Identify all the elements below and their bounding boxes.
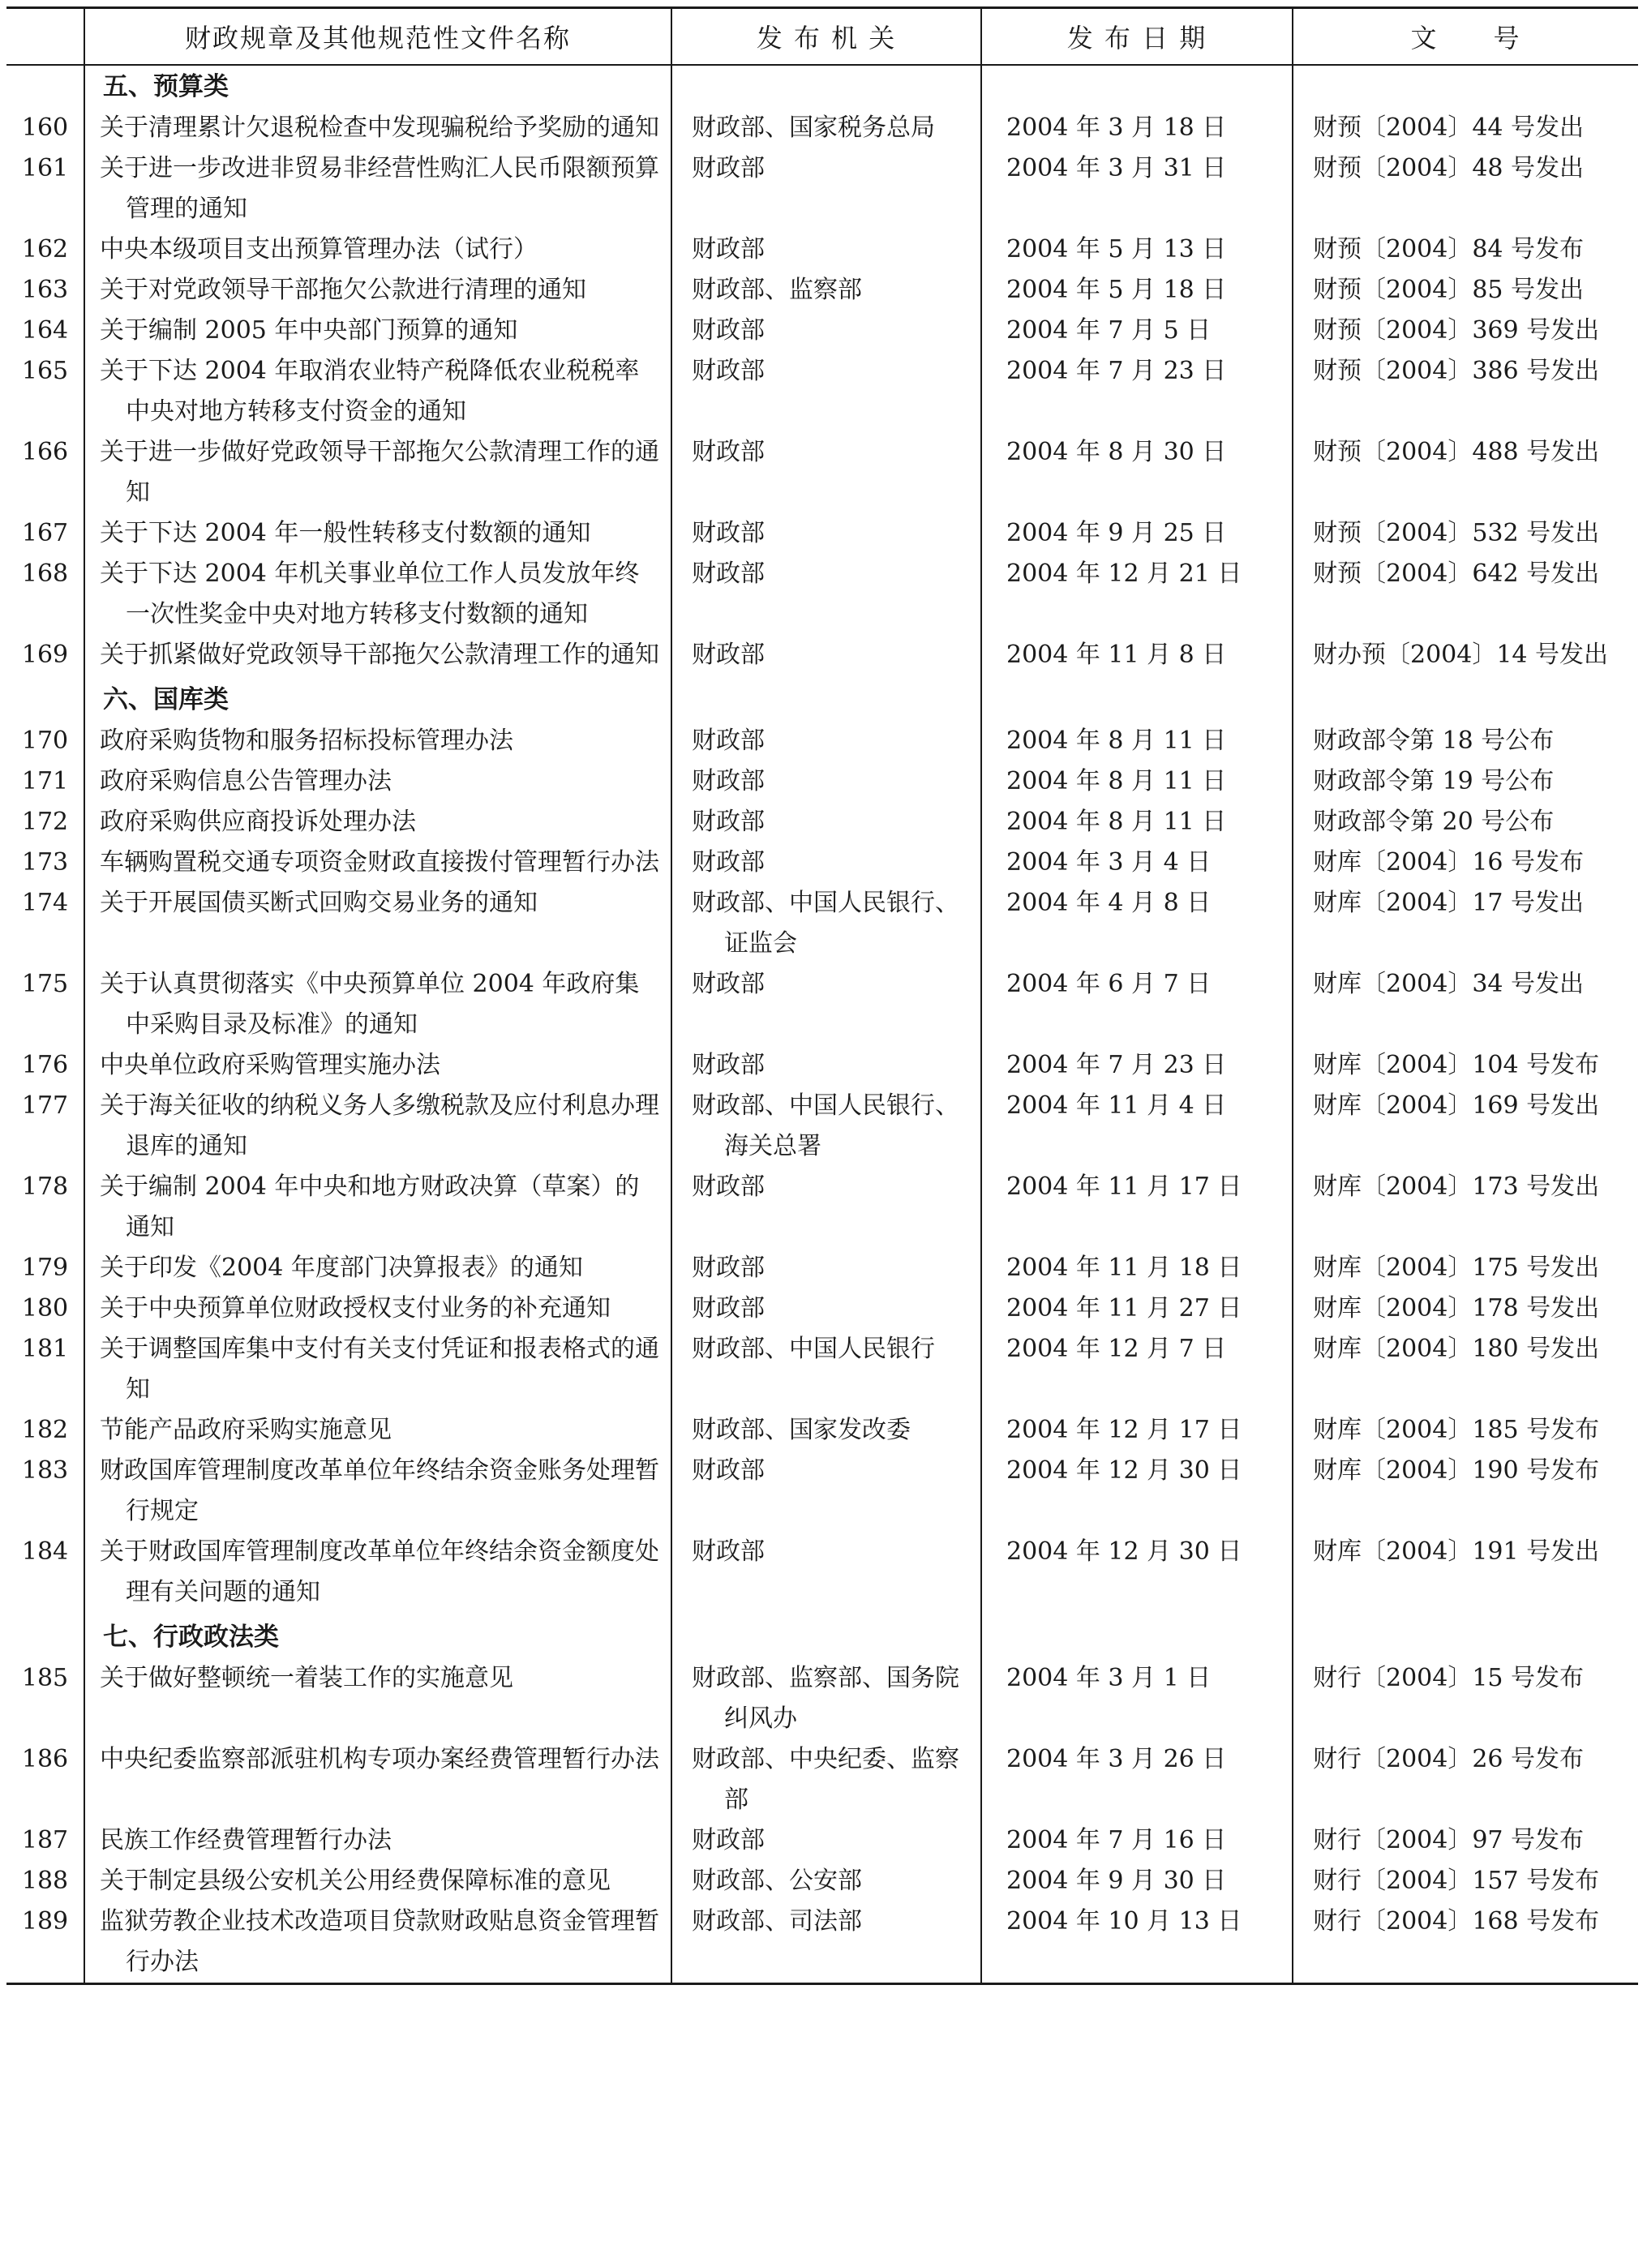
section-heading-row xyxy=(6,1616,1638,1658)
document-number: 财预〔2004〕48 号发出 xyxy=(1293,148,1638,229)
document-number: 财预〔2004〕369 号发出 xyxy=(1293,311,1638,351)
issue-date: 2004 年 5 月 18 日 xyxy=(981,270,1293,311)
document-number: 财库〔2004〕180 号发出 xyxy=(1293,1329,1638,1410)
document-number: 财行〔2004〕97 号发布 xyxy=(1293,1820,1638,1861)
issuing-authority-text: 财政部 xyxy=(692,357,765,385)
row-number: 175 xyxy=(21,970,69,998)
row-number xyxy=(6,65,84,108)
empty-cell xyxy=(1293,1616,1638,1658)
document-name-text: 关于编制 2004 年中央和地方财政决算（草案）的通知 xyxy=(100,1173,640,1241)
issuing-authority-text: 财政部 xyxy=(692,808,765,836)
document-name-text: 关于财政国库管理制度改革单位年终结余资金额度处理有关问题的通知 xyxy=(100,1537,659,1606)
issuing-authority-text: 财政部 xyxy=(692,235,765,264)
issuing-authority xyxy=(671,635,981,675)
document-name xyxy=(84,842,671,883)
document-name-text: 中央本级项目支出预算管理办法（试行） xyxy=(100,235,538,264)
issuing-authority xyxy=(671,1045,981,1086)
row-number: 168 xyxy=(21,559,69,588)
empty-cell xyxy=(671,679,981,721)
row-number: 183 xyxy=(21,1456,69,1485)
document-number: 财预〔2004〕532 号发出 xyxy=(1293,513,1638,554)
document-name-text: 民族工作经费管理暂行办法 xyxy=(100,1826,392,1854)
document-name-text: 车辆购置税交通专项资金财政直接拨付管理暂行办法 xyxy=(100,848,659,877)
issue-date: 2004 年 4 月 8 日 xyxy=(981,883,1293,964)
row-number xyxy=(6,1616,84,1658)
row-number: 162 xyxy=(21,235,69,264)
row-number: 170 xyxy=(21,727,69,755)
document-name-text: 关于制定县级公安机关公用经费保障标准的意见 xyxy=(100,1867,611,1895)
document-name xyxy=(84,761,671,802)
issue-date: 2004 年 7 月 23 日 xyxy=(981,351,1293,432)
issue-date: 2004 年 8 月 11 日 xyxy=(981,721,1293,761)
issuing-authority-text: 财政部 xyxy=(692,1456,765,1485)
table-row xyxy=(6,1329,1638,1410)
issue-date: 2004 年 8 月 11 日 xyxy=(981,761,1293,802)
issuing-authority xyxy=(671,554,981,635)
row-number: 182 xyxy=(21,1416,69,1444)
issuing-authority-text: 财政部 xyxy=(692,316,765,345)
row-number: 174 xyxy=(21,889,69,917)
document-name-text: 关于抓紧做好党政领导干部拖欠公款清理工作的通知 xyxy=(100,641,659,669)
document-name-text: 关于下达 2004 年取消农业特产税降低农业税税率中央对地方转移支付资金的通知 xyxy=(100,357,640,426)
issuing-authority-text: 财政部 xyxy=(692,1254,765,1282)
issue-date: 2004 年 12 月 30 日 xyxy=(981,1451,1293,1532)
issuing-authority xyxy=(671,1861,981,1901)
document-name-text: 关于下达 2004 年机关事业单位工作人员发放年终一次性奖金中央对地方转移支付数额的通知 xyxy=(100,559,640,628)
document-name xyxy=(84,1167,671,1248)
empty-cell xyxy=(981,1616,1293,1658)
issuing-authority xyxy=(671,842,981,883)
document-name xyxy=(84,1820,671,1861)
document-name xyxy=(84,513,671,554)
document-number: 财行〔2004〕168 号发布 xyxy=(1293,1901,1638,1984)
table-row xyxy=(6,1167,1638,1248)
issuing-authority xyxy=(671,513,981,554)
table-row xyxy=(6,351,1638,432)
row-number: 184 xyxy=(21,1537,69,1566)
document-number: 财行〔2004〕15 号发布 xyxy=(1293,1658,1638,1739)
issue-date: 2004 年 12 月 17 日 xyxy=(981,1410,1293,1451)
issue-date: 2004 年 7 月 16 日 xyxy=(981,1820,1293,1861)
section-heading-row xyxy=(6,679,1638,721)
document-name xyxy=(84,108,671,148)
row-number: 179 xyxy=(21,1254,69,1282)
issue-date: 2004 年 3 月 26 日 xyxy=(981,1739,1293,1820)
document-name-text: 政府采购信息公告管理办法 xyxy=(100,767,392,795)
row-number xyxy=(6,679,84,721)
header-row xyxy=(6,8,1638,66)
table-row xyxy=(6,964,1638,1045)
issuing-authority-text: 财政部、监察部 xyxy=(692,276,862,304)
document-number: 财行〔2004〕157 号发布 xyxy=(1293,1861,1638,1901)
issue-date: 2004 年 11 月 27 日 xyxy=(981,1288,1293,1329)
issue-date: 2004 年 12 月 30 日 xyxy=(981,1532,1293,1613)
document-name xyxy=(84,721,671,761)
issue-date: 2004 年 3 月 4 日 xyxy=(981,842,1293,883)
issue-date: 2004 年 5 月 13 日 xyxy=(981,229,1293,270)
table-row xyxy=(6,554,1638,635)
issue-date: 2004 年 11 月 8 日 xyxy=(981,635,1293,675)
document-number: 财库〔2004〕16 号发布 xyxy=(1293,842,1638,883)
document-name xyxy=(84,635,671,675)
issuing-authority xyxy=(671,964,981,1045)
row-number: 181 xyxy=(21,1335,69,1363)
issue-date: 2004 年 3 月 18 日 xyxy=(981,108,1293,148)
table-row xyxy=(6,108,1638,148)
issuing-authority xyxy=(671,1329,981,1410)
header-document-name: 财政规章及其他规范性文件名称 xyxy=(84,8,671,66)
issuing-authority-text: 财政部 xyxy=(692,727,765,755)
document-number: 财行〔2004〕26 号发布 xyxy=(1293,1739,1638,1820)
table-row xyxy=(6,1045,1638,1086)
document-number: 财预〔2004〕386 号发出 xyxy=(1293,351,1638,432)
row-number: 178 xyxy=(21,1173,69,1201)
issuing-authority xyxy=(671,1410,981,1451)
table-row xyxy=(6,432,1638,513)
document-number: 财库〔2004〕190 号发布 xyxy=(1293,1451,1638,1532)
row-number: 169 xyxy=(21,641,69,669)
table-row xyxy=(6,513,1638,554)
issuing-authority xyxy=(671,148,981,229)
document-name xyxy=(84,1739,671,1820)
document-name-text: 关于海关征收的纳税义务人多缴税款及应付利息办理退库的通知 xyxy=(100,1091,659,1160)
issuing-authority xyxy=(671,1658,981,1739)
table-row xyxy=(6,802,1638,842)
document-number: 财库〔2004〕173 号发出 xyxy=(1293,1167,1638,1248)
document-name xyxy=(84,1658,671,1739)
issuing-authority xyxy=(671,1167,981,1248)
issuing-authority-text: 财政部 xyxy=(692,1173,765,1201)
document-name xyxy=(84,1045,671,1086)
document-name-text: 中央纪委监察部派驻机构专项办案经费管理暂行办法 xyxy=(100,1745,659,1773)
document-name xyxy=(84,1451,671,1532)
table-row xyxy=(6,1739,1638,1820)
document-name xyxy=(84,311,671,351)
document-name xyxy=(84,1410,671,1451)
document-name-text: 关于对党政领导干部拖欠公款进行清理的通知 xyxy=(100,276,586,304)
issue-date: 2004 年 11 月 17 日 xyxy=(981,1167,1293,1248)
document-name xyxy=(84,432,671,513)
header-issue-date: 发 布 日 期 xyxy=(981,8,1293,66)
issue-date: 2004 年 10 月 13 日 xyxy=(981,1901,1293,1984)
document-name-text: 关于印发《2004 年度部门决算报表》的通知 xyxy=(100,1254,583,1282)
document-number: 财库〔2004〕169 号发出 xyxy=(1293,1086,1638,1167)
issuing-authority-text: 财政部 xyxy=(692,1051,765,1079)
table-row xyxy=(6,229,1638,270)
issuing-authority-text: 财政部、中央纪委、监察部 xyxy=(692,1745,959,1814)
issuing-authority xyxy=(671,1532,981,1613)
row-number: 176 xyxy=(21,1051,69,1079)
table-body xyxy=(6,65,1638,1984)
document-name-text: 政府采购供应商投诉处理办法 xyxy=(100,808,416,836)
table-header xyxy=(6,8,1638,66)
row-number: 187 xyxy=(21,1826,69,1854)
header-number xyxy=(6,8,84,66)
section-heading-row xyxy=(6,65,1638,108)
header-document-number: 文 号 xyxy=(1293,8,1638,66)
issuing-authority xyxy=(671,883,981,964)
issue-date: 2004 年 7 月 5 日 xyxy=(981,311,1293,351)
issuing-authority-text: 财政部 xyxy=(692,848,765,877)
table-row xyxy=(6,270,1638,311)
document-name-text: 关于调整国库集中支付有关支付凭证和报表格式的通知 xyxy=(100,1335,659,1404)
issuing-authority-text: 财政部 xyxy=(692,1294,765,1323)
document-number: 财预〔2004〕642 号发出 xyxy=(1293,554,1638,635)
table-row xyxy=(6,1248,1638,1288)
issuing-authority-text: 财政部、中国人民银行、证监会 xyxy=(692,889,959,958)
document-name xyxy=(84,1248,671,1288)
header-issuing-authority: 发 布 机 关 xyxy=(671,8,981,66)
document-name xyxy=(84,802,671,842)
row-number: 173 xyxy=(21,848,69,877)
row-number: 166 xyxy=(21,438,69,466)
document-number: 财政部令第 19 号公布 xyxy=(1293,761,1638,802)
document-name xyxy=(84,1532,671,1613)
document-name xyxy=(84,1861,671,1901)
issuing-authority-text: 财政部、中国人民银行 xyxy=(692,1335,935,1363)
issuing-authority-text: 财政部 xyxy=(692,1826,765,1854)
table-row xyxy=(6,311,1638,351)
document-number: 财库〔2004〕34 号发出 xyxy=(1293,964,1638,1045)
table-row xyxy=(6,761,1638,802)
issuing-authority-text: 财政部 xyxy=(692,559,765,588)
document-name-text: 财政国库管理制度改革单位年终结余资金账务处理暂行规定 xyxy=(100,1456,659,1525)
document-name xyxy=(84,964,671,1045)
row-number: 161 xyxy=(21,154,69,182)
empty-cell xyxy=(1293,65,1638,108)
table-row xyxy=(6,148,1638,229)
issuing-authority xyxy=(671,311,981,351)
empty-cell xyxy=(671,65,981,108)
table-row xyxy=(6,1451,1638,1532)
row-number: 186 xyxy=(21,1745,69,1773)
row-number: 185 xyxy=(21,1664,69,1692)
document-number: 财预〔2004〕85 号发出 xyxy=(1293,270,1638,311)
document-name-text: 关于进一步改进非贸易非经营性购汇人民币限额预算管理的通知 xyxy=(100,154,659,223)
table-row xyxy=(6,1901,1638,1984)
issuing-authority xyxy=(671,432,981,513)
document-name-text: 节能产品政府采购实施意见 xyxy=(100,1416,392,1444)
document-name xyxy=(84,1086,671,1167)
issue-date: 2004 年 6 月 7 日 xyxy=(981,964,1293,1045)
row-number: 188 xyxy=(21,1867,69,1895)
issuing-authority xyxy=(671,1086,981,1167)
table-row xyxy=(6,1861,1638,1901)
document-number: 财库〔2004〕17 号发出 xyxy=(1293,883,1638,964)
document-number: 财政部令第 18 号公布 xyxy=(1293,721,1638,761)
table-row xyxy=(6,1532,1638,1613)
issuing-authority xyxy=(671,802,981,842)
issuing-authority-text: 财政部 xyxy=(692,641,765,669)
issuing-authority xyxy=(671,108,981,148)
document-name-text: 关于开展国债买断式回购交易业务的通知 xyxy=(100,889,538,917)
issuing-authority xyxy=(671,761,981,802)
issue-date: 2004 年 12 月 7 日 xyxy=(981,1329,1293,1410)
row-number: 163 xyxy=(21,276,69,304)
issue-date: 2004 年 9 月 25 日 xyxy=(981,513,1293,554)
issue-date: 2004 年 11 月 4 日 xyxy=(981,1086,1293,1167)
row-number: 164 xyxy=(21,316,69,345)
issuing-authority xyxy=(671,1739,981,1820)
row-number: 180 xyxy=(21,1294,69,1323)
document-number: 财政部令第 20 号公布 xyxy=(1293,802,1638,842)
table-row xyxy=(6,842,1638,883)
document-name-text: 中央单位政府采购管理实施办法 xyxy=(100,1051,440,1079)
empty-cell xyxy=(1293,679,1638,721)
document-name-text: 关于编制 2005 年中央部门预算的通知 xyxy=(100,316,518,345)
section-heading: 五、预算类 xyxy=(84,65,671,108)
empty-cell xyxy=(981,65,1293,108)
document-name-text: 关于中央预算单位财政授权支付业务的补充通知 xyxy=(100,1294,611,1323)
issuing-authority xyxy=(671,351,981,432)
issuing-authority xyxy=(671,1288,981,1329)
issuing-authority xyxy=(671,1248,981,1288)
issuing-authority-text: 财政部 xyxy=(692,970,765,998)
issuing-authority-text: 财政部 xyxy=(692,519,765,547)
document-name xyxy=(84,148,671,229)
document-name xyxy=(84,229,671,270)
issuing-authority xyxy=(671,229,981,270)
issuing-authority-text: 财政部、中国人民银行、海关总署 xyxy=(692,1091,959,1160)
issuing-authority-text: 财政部 xyxy=(692,1537,765,1566)
table-row xyxy=(6,1086,1638,1167)
issuing-authority xyxy=(671,270,981,311)
issuing-authority-text: 财政部、监察部、国务院纠风办 xyxy=(692,1664,959,1733)
issuing-authority-text: 财政部 xyxy=(692,154,765,182)
row-number: 177 xyxy=(21,1091,69,1120)
issuing-authority-text: 财政部、国家税务总局 xyxy=(692,114,935,142)
document-name xyxy=(84,1288,671,1329)
issue-date: 2004 年 8 月 11 日 xyxy=(981,802,1293,842)
empty-cell xyxy=(981,679,1293,721)
document-name-text: 关于下达 2004 年一般性转移支付数额的通知 xyxy=(100,519,591,547)
document-name xyxy=(84,1901,671,1984)
document-number: 财预〔2004〕44 号发出 xyxy=(1293,108,1638,148)
document-name-text: 关于进一步做好党政领导干部拖欠公款清理工作的通知 xyxy=(100,438,659,507)
issue-date: 2004 年 7 月 23 日 xyxy=(981,1045,1293,1086)
document-name xyxy=(84,351,671,432)
document-number: 财库〔2004〕175 号发出 xyxy=(1293,1248,1638,1288)
document-number: 财库〔2004〕185 号发布 xyxy=(1293,1410,1638,1451)
document-name-text: 关于清理累计欠退税检查中发现骗税给予奖励的通知 xyxy=(100,114,659,142)
row-number: 160 xyxy=(21,114,69,142)
issuing-authority-text: 财政部 xyxy=(692,767,765,795)
document-name-text: 监狱劳教企业技术改造项目贷款财政贴息资金管理暂行办法 xyxy=(100,1907,659,1976)
table-row xyxy=(6,883,1638,964)
document-name-text: 关于做好整顿统一着装工作的实施意见 xyxy=(100,1664,513,1692)
issuing-authority-text: 财政部 xyxy=(692,438,765,466)
document-name-text: 关于认真贯彻落实《中央预算单位 2004 年政府集中采购目录及标准》的通知 xyxy=(100,970,640,1039)
table-row xyxy=(6,635,1638,675)
issue-date: 2004 年 8 月 30 日 xyxy=(981,432,1293,513)
regulations-table xyxy=(6,6,1638,1985)
row-number: 171 xyxy=(21,767,69,795)
table-row xyxy=(6,1820,1638,1861)
issue-date: 2004 年 12 月 21 日 xyxy=(981,554,1293,635)
row-number: 165 xyxy=(21,357,69,385)
document-number: 财库〔2004〕191 号发出 xyxy=(1293,1532,1638,1613)
table-row xyxy=(6,721,1638,761)
table-row xyxy=(6,1658,1638,1739)
row-number: 167 xyxy=(21,519,69,547)
document-name xyxy=(84,270,671,311)
document-number: 财库〔2004〕104 号发布 xyxy=(1293,1045,1638,1086)
document-number: 财预〔2004〕84 号发布 xyxy=(1293,229,1638,270)
section-heading: 六、国库类 xyxy=(84,679,671,721)
table-row xyxy=(6,1288,1638,1329)
document-number: 财库〔2004〕178 号发出 xyxy=(1293,1288,1638,1329)
issuing-authority xyxy=(671,721,981,761)
issuing-authority-text: 财政部、公安部 xyxy=(692,1867,862,1895)
row-number: 189 xyxy=(21,1907,69,1936)
issue-date: 2004 年 11 月 18 日 xyxy=(981,1248,1293,1288)
issuing-authority xyxy=(671,1901,981,1984)
section-heading: 七、行政政法类 xyxy=(84,1616,671,1658)
issuing-authority-text: 财政部、国家发改委 xyxy=(692,1416,911,1444)
document-name xyxy=(84,554,671,635)
table-row xyxy=(6,1410,1638,1451)
document-number: 财办预〔2004〕14 号发出 xyxy=(1293,635,1638,675)
issuing-authority xyxy=(671,1451,981,1532)
row-number: 172 xyxy=(21,808,69,836)
document-name xyxy=(84,883,671,964)
issuing-authority-text: 财政部、司法部 xyxy=(692,1907,862,1936)
document-number: 财预〔2004〕488 号发出 xyxy=(1293,432,1638,513)
empty-cell xyxy=(671,1616,981,1658)
issuing-authority xyxy=(671,1820,981,1861)
issue-date: 2004 年 3 月 1 日 xyxy=(981,1658,1293,1739)
issue-date: 2004 年 3 月 31 日 xyxy=(981,148,1293,229)
issue-date: 2004 年 9 月 30 日 xyxy=(981,1861,1293,1901)
document-name-text: 政府采购货物和服务招标投标管理办法 xyxy=(100,727,513,755)
document-name xyxy=(84,1329,671,1410)
